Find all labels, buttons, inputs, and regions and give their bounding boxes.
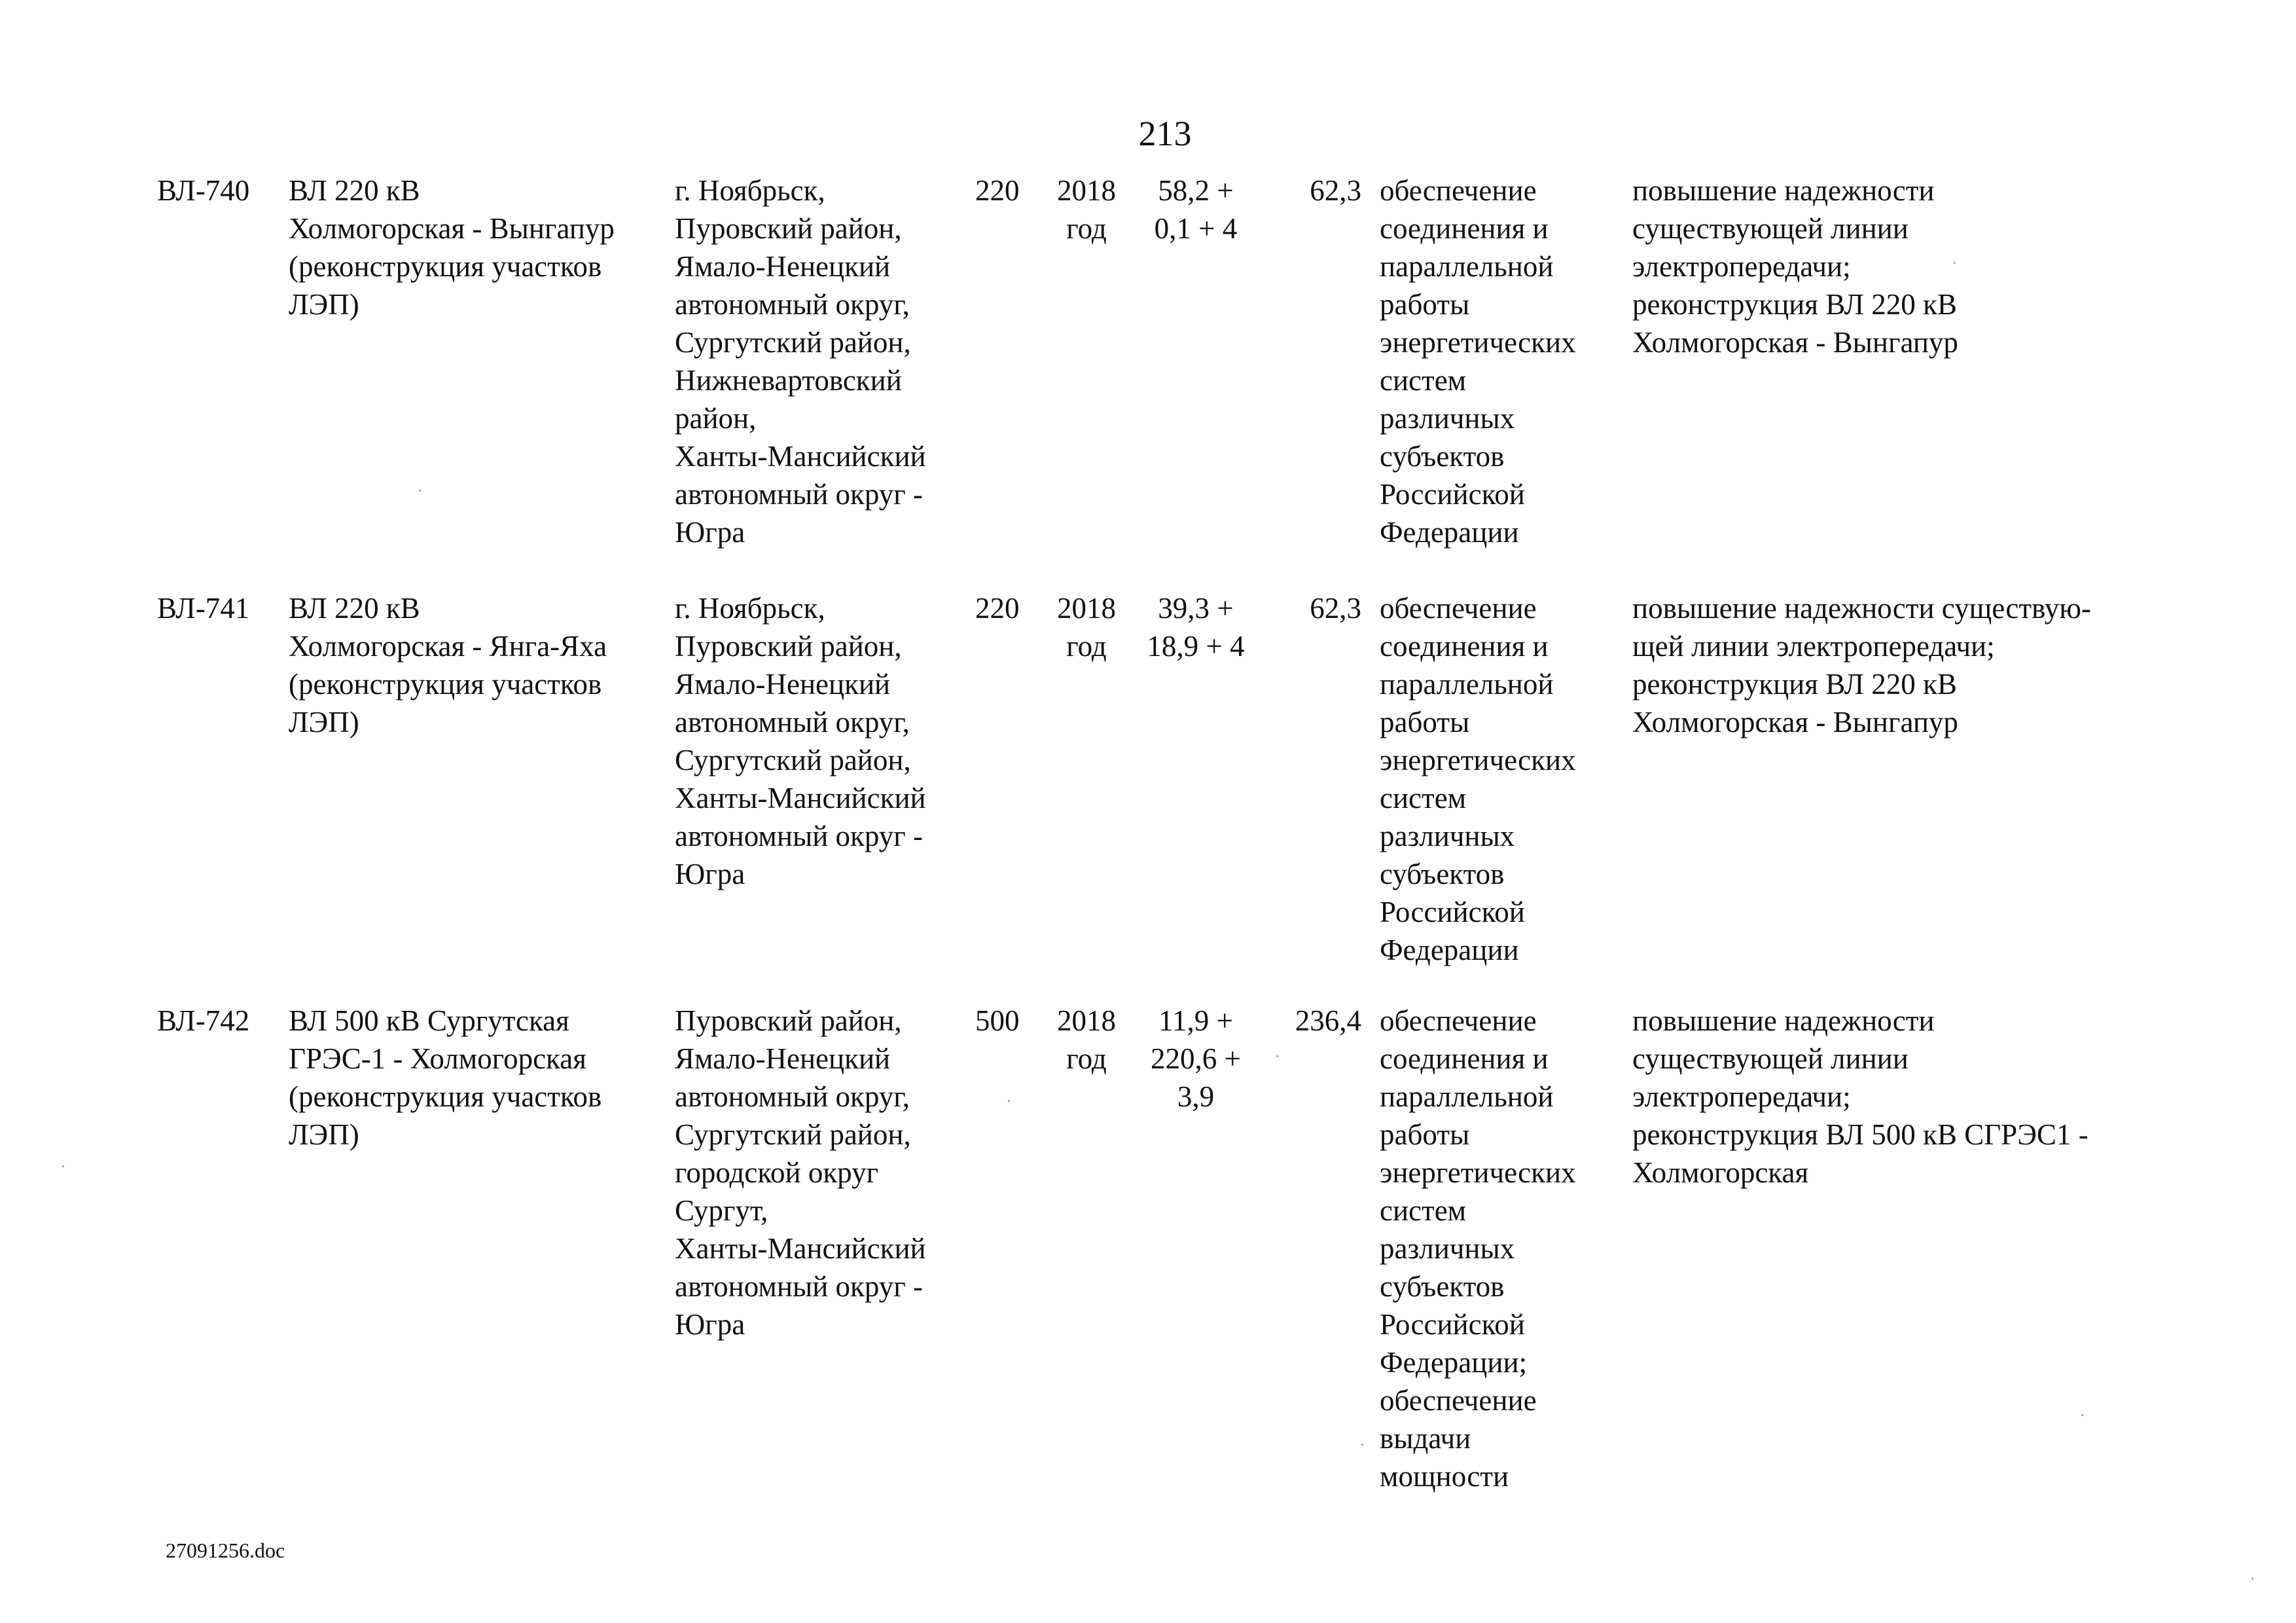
line-code: ВЛ-741 [157,592,250,625]
line-location: Пуровский район, Ямало-Ненецкий автономный округ, Сургутский район, городской округ Сургут, Ханты-Мансийский автономный округ - Югра [675,1004,926,1341]
line-note: повышение надежности существующей линии электропередачи; реконструкция ВЛ 220 кВ Холмогорская - Вынгапур [1632,174,1958,359]
line-code: ВЛ-740 [157,174,250,207]
line-location: г. Ноябрьск, Пуровский район, Ямало-Ненецкий автономный округ, Сургутский район, Нижневартовский район, Ханты-Мансийский автономный округ - Югра [675,174,926,549]
line-length-parts: 58,2 + 0,1 + 4 [1154,174,1238,245]
line-voltage: 220 [975,174,1020,207]
line-name: ВЛ 220 кВ Холмогорская - Янга-Яха (реконструкция участков ЛЭП) [289,592,607,739]
line-note: повышение надежности существую- щей линии электропередачи; реконструкция ВЛ 220 кВ Холмогорская - Вынгапур [1632,592,2091,739]
scan-speck [2251,1578,2253,1580]
line-name: ВЛ 500 кВ Сургутская ГРЭС-1 - Холмогорская (реконструкция участков ЛЭП) [289,1004,602,1151]
scan-speck [2081,1414,2083,1416]
line-length-total: 62,3 [1310,174,1361,207]
line-voltage: 500 [975,1004,1020,1037]
line-year: 2018 год [1057,1004,1116,1075]
line-purpose: обеспечение соединения и параллельной работы энергетических систем различных субъектов Российской Федерации [1380,592,1576,966]
scan-speck [1008,1100,1010,1102]
line-year: 2018 год [1057,174,1116,245]
page-number: 213 [1138,114,1192,153]
scan-speck [1954,262,1956,264]
footer-file-name: 27091256.doc [166,1539,285,1562]
scan-speck [419,490,421,492]
line-voltage: 220 [975,592,1020,625]
line-code: ВЛ-742 [157,1004,250,1037]
line-purpose: обеспечение соединения и параллельной работы энергетических систем различных субъектов Российской Федерации; обеспечение выдачи мощности [1380,1004,1576,1493]
scan-speck [1276,1055,1278,1057]
line-note: повышение надежности существующей линии электропередачи; реконструкция ВЛ 500 кВ СГРЭС1 - Холмогорская [1632,1004,2089,1189]
line-purpose: обеспечение соединения и параллельной работы энергетических систем различных субъектов Российской Федерации [1380,174,1576,549]
line-length-parts: 39,3 + 18,9 + 4 [1147,592,1245,663]
line-length-total: 62,3 [1310,592,1361,625]
scan-speck [62,1165,64,1167]
line-name: ВЛ 220 кВ Холмогорская - Вынгапур (реконструкция участков ЛЭП) [289,174,615,321]
line-length-total: 236,4 [1295,1004,1361,1037]
scan-speck [1361,1444,1363,1446]
line-location: г. Ноябрьск, Пуровский район, Ямало-Ненецкий автономный округ, Сургутский район, Ханты-Мансийский автономный округ - Югра [675,592,926,890]
line-length-parts: 11,9 + 220,6 + 3,9 [1151,1004,1241,1113]
line-year: 2018 год [1057,592,1116,663]
